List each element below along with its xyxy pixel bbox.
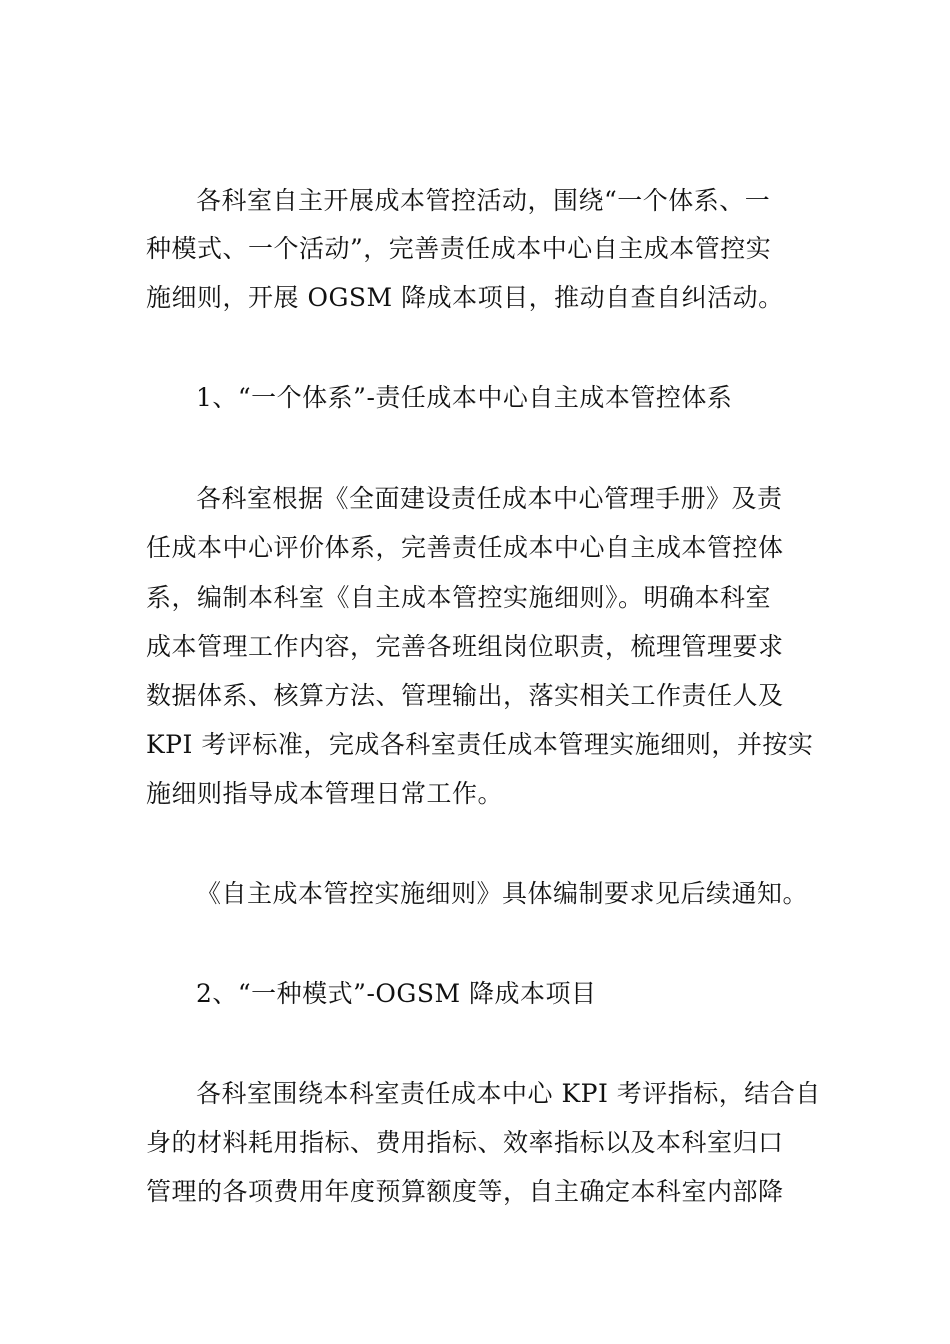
paragraph-2-line-5: 数据体系、核算方法、管理输出，落实相关工作责任人及 [146,681,784,710]
paragraph-3: 《自主成本管控实施细则》具体编制要求见后续通知。 [196,879,809,908]
paragraph-1-line-1: 各科室自主开展成本管控活动，围绕“一个体系、一 [196,186,771,215]
heading-2: 2、“一种模式”-OGSM 降成本项目 [196,979,597,1008]
paragraph-4-line-2: 身的材料耗用指标、费用指标、效率指标以及本科室归口 [146,1128,784,1157]
paragraph-2-line-3: 系，编制本科室《自主成本管控实施细则》。明确本科室 [146,583,772,612]
paragraph-2-line-1: 各科室根据《全面建设责任成本中心管理手册》及责 [196,484,783,513]
paragraph-4-line-1: 各科室围绕本科室责任成本中心 KPI 考评指标，结合自 [196,1079,821,1108]
paragraph-2-line-2: 任成本中心评价体系，完善责任成本中心自主成本管控体 [146,533,784,562]
paragraph-2-line-7: 施细则指导成本管理日常工作。 [146,779,504,808]
paragraph-2-line-6: KPI 考评标准，完成各科室责任成本管理实施细则，并按实 [146,730,814,759]
paragraph-1-line-2: 种模式、一个活动”，完善责任成本中心自主成本管控实 [146,234,772,263]
heading-1: 1、“一个体系”-责任成本中心自主成本管控体系 [196,383,733,412]
paragraph-2-line-4: 成本管理工作内容，完善各班组岗位职责，梳理管理要求 [146,632,784,661]
paragraph-4-line-3: 管理的各项费用年度预算额度等，自主确定本科室内部降 [146,1177,784,1206]
paragraph-1-line-3: 施细则，开展 OGSM 降成本项目，推动自查自纠活动。 [146,283,784,312]
